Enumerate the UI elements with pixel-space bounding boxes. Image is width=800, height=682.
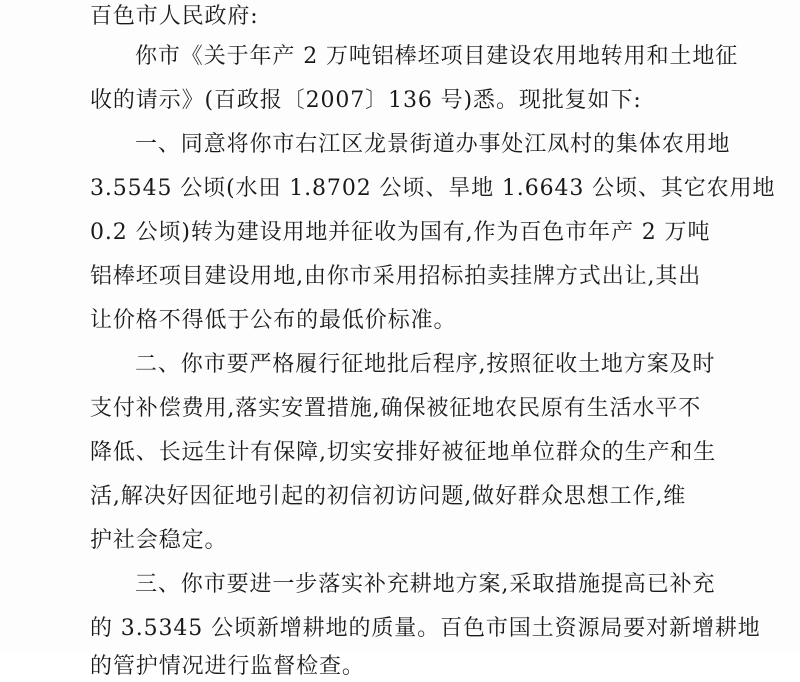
paragraph-3-line-2: 支付补偿费用,落实安置措施,确保被征地农民原有生活水平不 bbox=[90, 396, 702, 421]
paragraph-3-line-5: 护社会稳定。 bbox=[90, 528, 228, 553]
paragraph-4-line-3: 的管护情况进行监督检查。 bbox=[90, 654, 365, 679]
paragraph-4-line-1: 三、你市要进一步落实补充耕地方案,采取措施提高已补充 bbox=[135, 572, 716, 597]
paragraph-2-line-1: 一、同意将你市右江区龙景街道办事处江凤村的集体农用地 bbox=[135, 132, 731, 157]
paragraph-3-line-4: 活,解决好因征地引起的初信初访问题,做好群众思想工作,维 bbox=[90, 484, 687, 509]
paragraph-4-line-2: 的 3.5345 公顷新增耕地的质量。百色市国土资源局要对新增耕地 bbox=[90, 616, 761, 641]
paragraph-3-line-3: 降低、长远生计有保障,切实安排好被征地单位群众的生产和生 bbox=[90, 440, 717, 465]
paragraph-2-line-5: 让价格不得低于公布的最低价标准。 bbox=[90, 308, 457, 333]
paragraph-2-line-3: 0.2 公顷)转为建设用地并征收为国有,作为百色市年产 2 万吨 bbox=[90, 220, 711, 245]
paragraph-2-line-2: 3.5545 公顷(水田 1.8702 公顷、旱地 1.6643 公顷、其它农用地 bbox=[90, 176, 776, 201]
paragraph-1-line-2: 收的请示》(百政报〔2007〕136 号)悉。现批复如下: bbox=[90, 88, 642, 113]
paragraph-2-line-4: 铝棒坯项目建设用地,由你市采用招标拍卖挂牌方式出让,其出 bbox=[90, 264, 702, 289]
paragraph-1-line-1: 你市《关于年产 2 万吨铝棒坯项目建设农用地转用和土地征 bbox=[135, 44, 739, 69]
salutation: 百色市人民政府: bbox=[90, 4, 259, 29]
paragraph-3-line-1: 二、你市要严格履行征地批后程序,按照征收土地方案及时 bbox=[135, 352, 716, 377]
